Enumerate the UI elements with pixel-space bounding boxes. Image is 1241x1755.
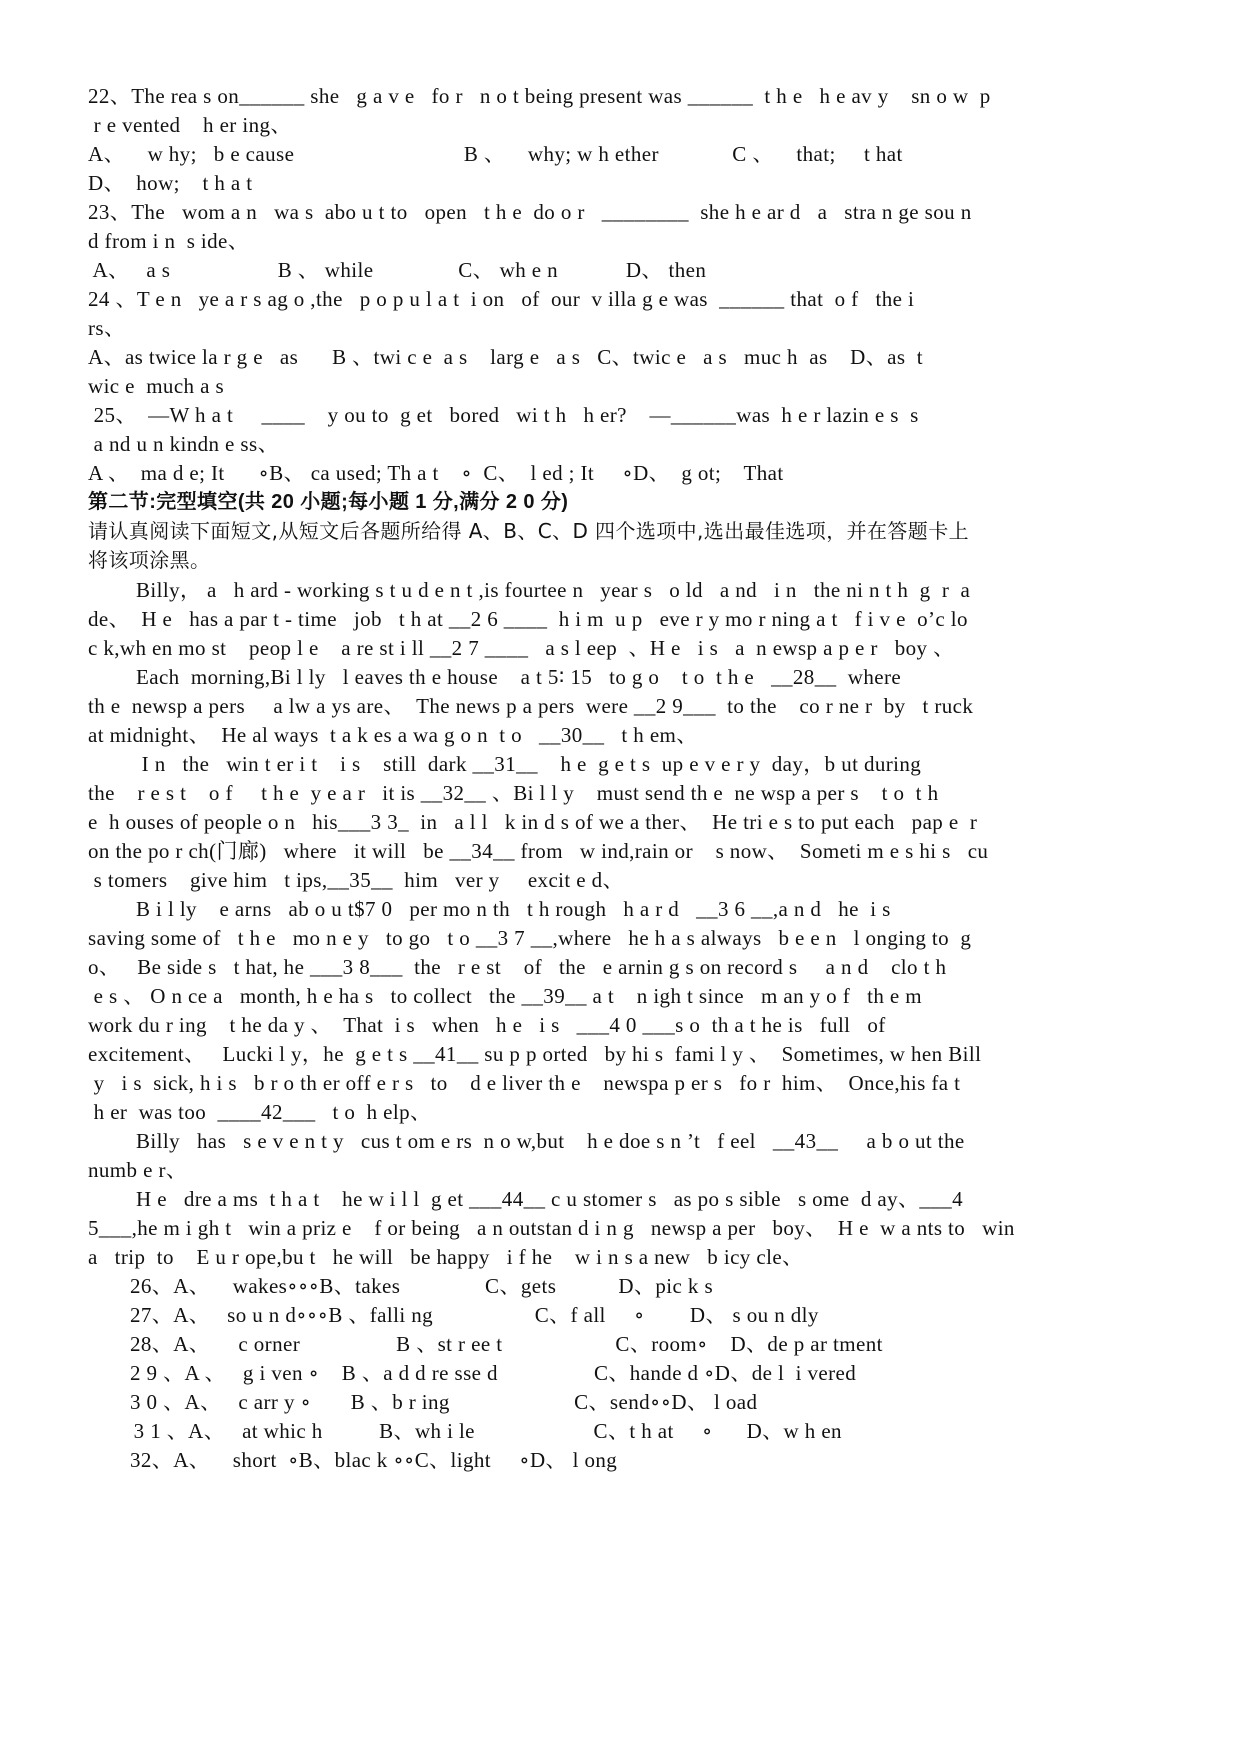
passage-line: Billy， a h ard - working s t u d e n t ,is fourtee n year s o ld a nd i n the ni n t h g r a bbox=[136, 578, 971, 602]
options-29: 2 9 、A 、 g i ven ∘ B 、a d d re sse d C、hande d ∘D、de l i vered bbox=[130, 1361, 857, 1385]
passage-line: at midnight、 He al ways t a k es a wa g o n t o __30__ t h em、 bbox=[88, 723, 698, 747]
passage-line: on the po r ch(门廊) where it will be __34__ from w ind,rain or s now、 Someti m e s hi s cu bbox=[88, 839, 989, 863]
question-25-line-2: a nd u n kindn e ss、 bbox=[88, 432, 279, 456]
options-26: 26、A、 wakes∘∘∘B、takes C、gets D、pic k s bbox=[130, 1274, 714, 1298]
question-23-line-1: 23、The wom a n wa s abo u t to open t h e do o r ________ she h e ar d a stra n ge sou n bbox=[88, 200, 972, 224]
section-heading: 第二节:完型填空(共 20 小题;每小题 1 分,满分 2 0 分) bbox=[88, 491, 569, 513]
passage-line: work du r ing t he da y 、 That i s when h e i s ___4 0 ___s o th a t he is full of bbox=[88, 1013, 886, 1037]
passage-line: o、 Be side s t hat, he ___3 8___ the r e st of the e arnin g s on record s a n d clo t h bbox=[88, 955, 947, 979]
section-instruction-line-1: 请认真阅读下面短文,从短文后各题所给得 A、B、C、D 四个选项中,选出最佳选项，并在答题卡上 bbox=[88, 519, 969, 543]
passage-line: Billy has s e v e n t y cus t om e rs n o w,but h e doe s n ’t f eel __43__ a b o ut the bbox=[136, 1129, 965, 1153]
passage-line: th e newsp a pers a lw a ys are、 The news p a pers were __2 9___ to the co r ne r by t ruck bbox=[88, 694, 974, 718]
passage-line: e h ouses of people o n his___3 3_ in a l l k in d s of we a ther、 He tri e s to put each pap e r bbox=[88, 810, 978, 834]
question-22-options-line-1: A、 w hy; b e cause B 、 why; w h ether C 、 that; t hat bbox=[88, 142, 903, 166]
options-30: 3 0 、A、 c arr y ∘ B 、b r ing C、send∘∘D、 l oad bbox=[130, 1390, 758, 1414]
passage-line: e s 、 O n ce a month, h e ha s to collect the __39__ a t n igh t since m an y o f th e m bbox=[88, 984, 922, 1008]
passage-line: c k,wh en mo st peop l e a re st i ll __2 7 ____ a s l eep 、H e i s a n ewsp a p e r boy 、 bbox=[88, 636, 955, 660]
section-instruction-line-2: 将该项涂黑。 bbox=[88, 548, 211, 572]
passage-line: a trip to E u r ope,bu t he will be happy i f he w i n s a new b icy cle、 bbox=[88, 1245, 804, 1269]
question-23-line-2: d from i n s ide、 bbox=[88, 229, 250, 253]
question-23-options: A、 a s B 、 while C、 wh e n D、 then bbox=[88, 258, 707, 282]
passage-line: s tomers give him t ips,__35__ him ver y excit e d、 bbox=[88, 868, 624, 892]
options-31: 3 1 、A、 at whic h B、wh i le C、t h at ∘ D、w h en bbox=[128, 1419, 842, 1443]
passage-line: I n the win t er i t i s still dark __31__ h e g e t s up e v e r y day，b ut during bbox=[136, 752, 922, 776]
question-24-options-line-2: wic e much a s bbox=[88, 374, 225, 398]
passage-line: H e dre a ms t h a t he w i l l g et ___44__ c u stomer s as po s sible s ome d ay、___4 bbox=[136, 1187, 963, 1211]
passage-line: Each morning,Bi l ly l eaves th e house a t 5∶ 15 to g o t o t h e __28__ where bbox=[136, 665, 902, 689]
passage-line: h er was too ____42___ t o h elp、 bbox=[88, 1100, 432, 1124]
question-24-line-2: rs、 bbox=[88, 316, 126, 340]
passage-line: de、 H e has a par t - time job t h at __2 6 ____ h i m u p eve r y mo r ning a t f i v e o’c lo bbox=[88, 607, 968, 631]
passage-line: saving some of t h e mo n e y to go t o __3 7 __,where he h a s always b e e n l onging to g bbox=[88, 926, 972, 950]
question-24-line-1: 24 、T e n ye a r s ag o ,the p o p u l a t i on of our v illa g e was ______ that o f the i bbox=[88, 287, 915, 311]
question-24-options-line-1: A、as twice la r g e as B 、twi c e a s larg e a s C、twic e a s muc h as D、as t bbox=[88, 345, 923, 369]
question-22-options-line-2: D、 how; t h a t bbox=[88, 171, 253, 195]
passage-line: numb e r、 bbox=[88, 1158, 188, 1182]
passage-line: 5___,he m i gh t win a priz e f or being a n outstan d i n g newsp a per boy、 H e w a nts to win bbox=[88, 1216, 1015, 1240]
passage-line: y i s sick, h i s b r o th er off e r s to d e liver th e newspa p er s fo r him、 Once,his fa t bbox=[88, 1071, 961, 1095]
question-25-options: A 、 ma d e; It ∘B、 ca used; Th a t ∘ C、 l ed ; It ∘D、 g ot; That bbox=[88, 461, 784, 485]
passage-line: B i l ly e arns ab o u t$7 0 per mo n th t h rough h a r d __3 6 __,a n d he i s bbox=[136, 897, 891, 921]
question-25-line-1: 25、 —W h a t ____ y ou to g et bored wi t h h er? —______was h e r lazin e s s bbox=[88, 403, 919, 427]
question-22-line-2: r e vented h er ing、 bbox=[88, 113, 292, 137]
passage-line: excitement、 Lucki l y，he g e t s __41__ su p p orted by hi s fami l y 、 Sometimes, w hen Bill bbox=[88, 1042, 982, 1066]
options-28: 28、A、 c orner B 、st r ee t C、room∘ D、de p ar tment bbox=[130, 1332, 883, 1356]
options-27: 27、A、 so u n d∘∘∘B 、falli ng C、f all ∘ D、 s ou n dly bbox=[130, 1303, 819, 1327]
question-22-line-1: 22、The rea s on______ she g a v e fo r n o t being present was ______ t h e h e av y sn o w p bbox=[88, 84, 991, 108]
options-32: 32、A、 short ∘B、blac k ∘∘C、light ∘D、 l ong bbox=[130, 1448, 618, 1472]
passage-line: the r e s t o f t h e y e a r it is __32__ 、Bi l l y must send th e ne wsp a per s t o t h bbox=[88, 781, 939, 805]
